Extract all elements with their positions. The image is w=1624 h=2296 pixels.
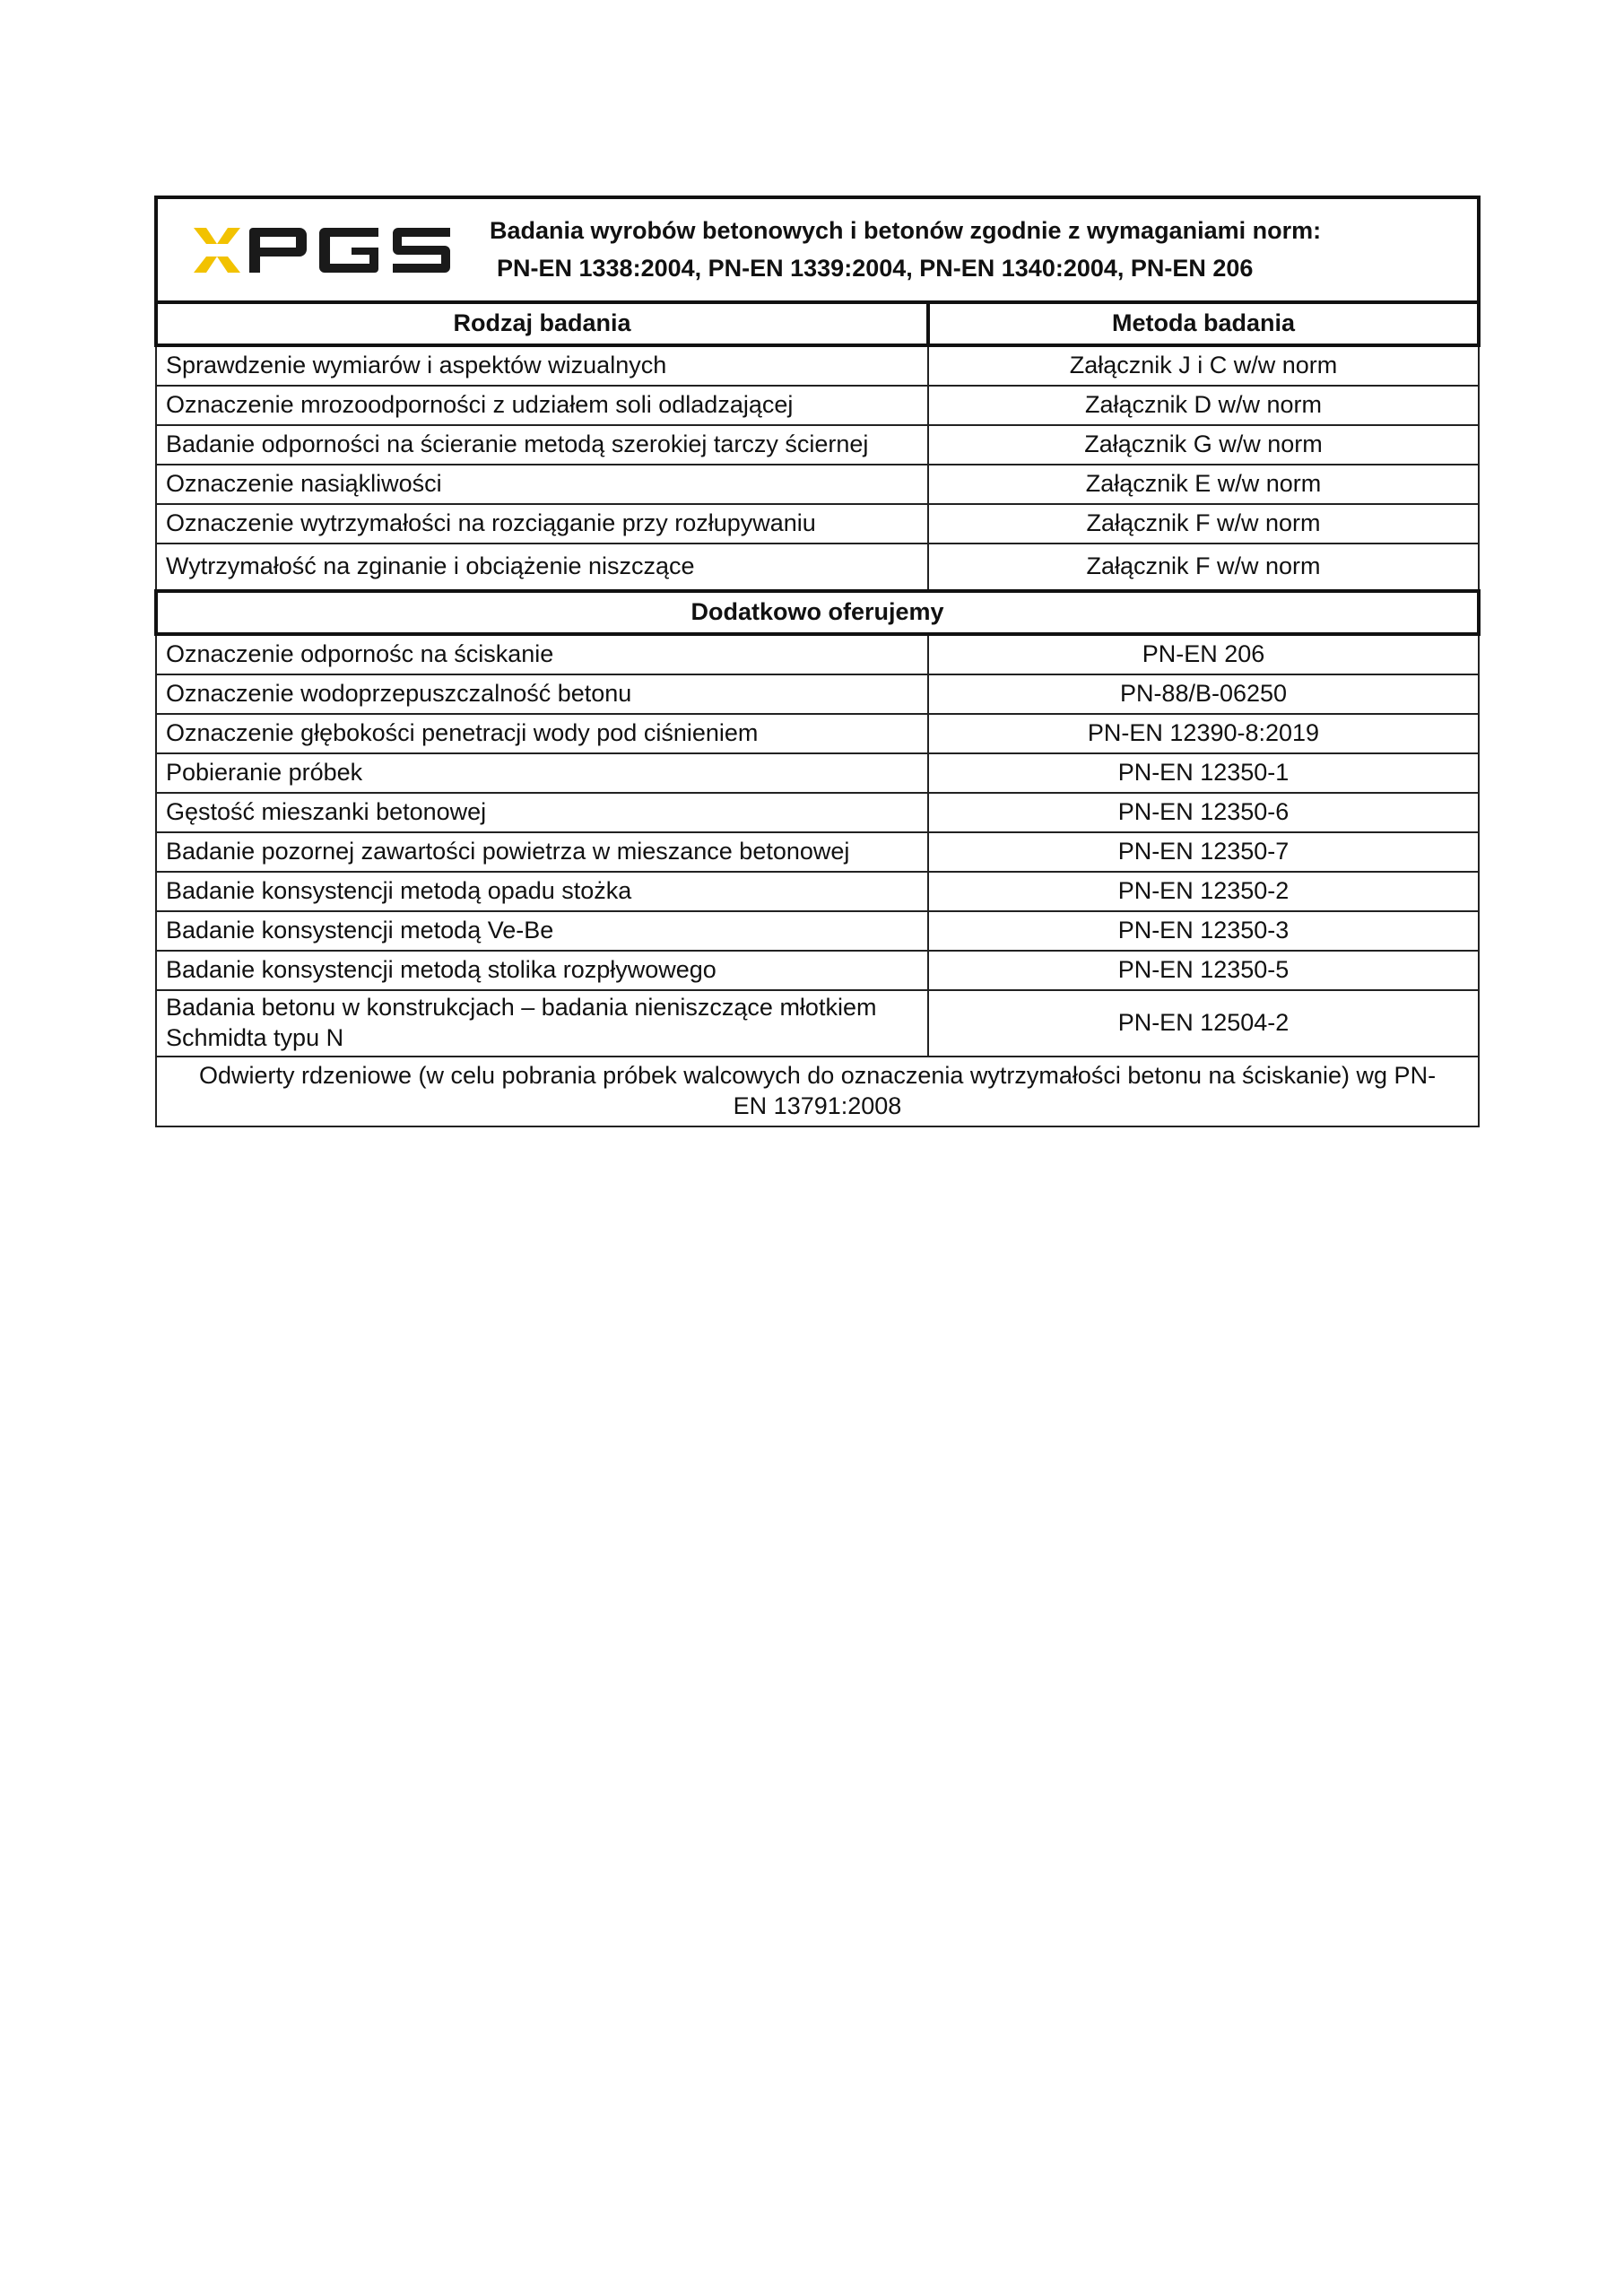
test-table-document: [154, 196, 1481, 1127]
test-method: PN-EN 12390-8:2019: [928, 714, 1479, 753]
test-method: PN-EN 12350-2: [928, 872, 1479, 911]
test-name: [156, 990, 928, 1057]
test-method: Załącznik D w/w norm: [928, 386, 1479, 425]
test-name: Oznaczenie wodoprzepuszczalność betonu: [156, 674, 928, 714]
footer-note-line1: Odwierty rdzeniowe (w celu pobrania próbek walcowych do oznaczenia wytrzymałości betonu na ściskanie) wg PN-: [198, 1062, 1437, 1090]
test-name: Oznaczenie nasiąkliwości: [156, 465, 928, 504]
header-title-line2: PN-EN 1338:2004, PN-EN 1339:2004, PN-EN 1340:2004, PN-EN 206: [497, 254, 1254, 282]
test-method: Załącznik F w/w norm: [928, 544, 1479, 591]
test-name: Oznaczenie wytrzymałości na rozciąganie przy rozłupywaniu: [156, 504, 928, 544]
footer-note: [156, 1057, 1479, 1126]
test-table: [154, 196, 1481, 1127]
test-name: Oznaczenie głębokości penetracji wody pod ciśnieniem: [156, 714, 928, 753]
test-method: PN-EN 12350-7: [928, 832, 1479, 872]
test-name: Badanie odporności na ścieranie metodą szerokiej tarczy ściernej: [156, 425, 928, 465]
test-method: PN-EN 12350-6: [928, 793, 1479, 832]
test-name: Pobieranie próbek: [156, 753, 928, 793]
header-title: [490, 213, 1321, 288]
test-method: PN-EN 12504-2: [928, 990, 1479, 1057]
table-header: [156, 197, 1479, 302]
test-method: PN-EN 12350-5: [928, 951, 1479, 990]
test-name: Badanie konsystencji metodą Ve-Be: [156, 911, 928, 951]
test-method: Załącznik E w/w norm: [928, 465, 1479, 504]
test-name: Badanie pozornej zawartości powietrza w mieszance betonowej: [156, 832, 928, 872]
test-name: Oznaczenie mrozoodporności z udziałem soli odladzającej: [156, 386, 928, 425]
pgs-logo: [158, 199, 490, 300]
column-header-method: Metoda badania: [928, 302, 1479, 345]
test-name: Wytrzymałość na zginanie i obciążenie niszczące: [156, 544, 928, 591]
column-header-test-type: Rodzaj badania: [156, 302, 928, 345]
footer-note-line2: EN 13791:2008: [733, 1092, 902, 1119]
test-method: Załącznik G w/w norm: [928, 425, 1479, 465]
header-title-line1: Badania wyrobów betonowych i betonów zgodnie z wymaganiami norm:: [490, 216, 1322, 244]
test-method: PN-EN 12350-1: [928, 753, 1479, 793]
section-title: Dodatkowo oferujemy: [156, 591, 1479, 634]
test-method: PN-88/B-06250: [928, 674, 1479, 714]
test-name-line1: Badania betonu w konstrukcjach – badania nieniszczące młotkiem: [166, 994, 877, 1022]
test-method: PN-EN 206: [928, 634, 1479, 674]
test-name: Badanie konsystencji metodą stolika rozpływowego: [156, 951, 928, 990]
test-name: Gęstość mieszanki betonowej: [156, 793, 928, 832]
test-name: Oznaczenie odpornośc na ściskanie: [156, 634, 928, 674]
test-name-line2: Schmidta typu N: [166, 1024, 344, 1051]
test-method: PN-EN 12350-3: [928, 911, 1479, 951]
test-name: Badanie konsystencji metodą opadu stożka: [156, 872, 928, 911]
test-method: Załącznik F w/w norm: [928, 504, 1479, 544]
test-method: Załącznik J i C w/w norm: [928, 345, 1479, 386]
test-name: Sprawdzenie wymiarów i aspektów wizualnych: [156, 345, 928, 386]
